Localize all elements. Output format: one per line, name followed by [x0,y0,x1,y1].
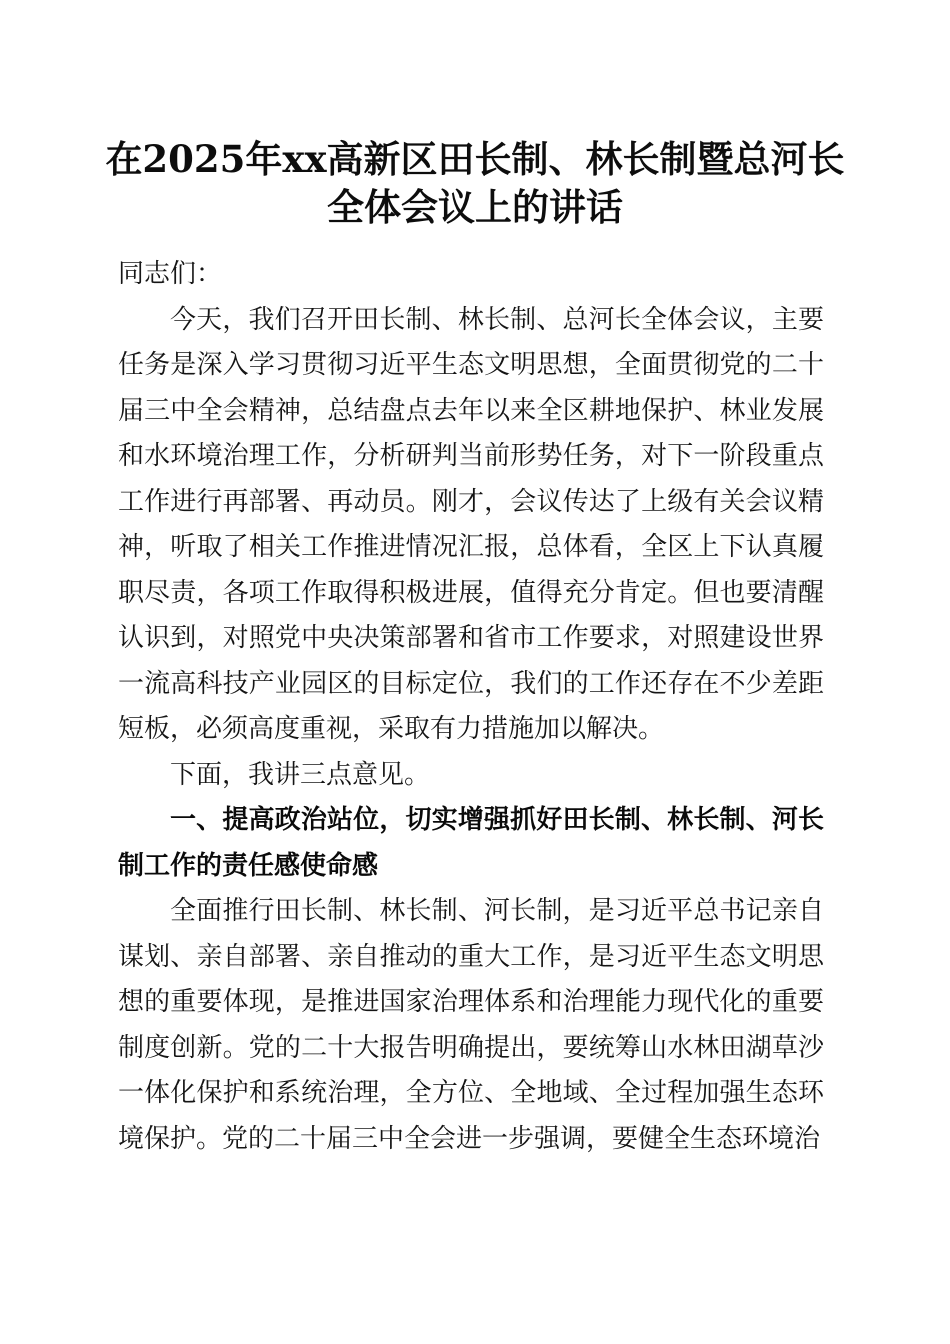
document-title-line-2: 全体会议上的讲话 [327,185,623,229]
document-title-line-1: 在2025年xx高新区田长制、林长制暨总河长 [105,137,845,181]
paragraph-transition: 下面，我讲三点意见。 [170,759,431,790]
paragraph-opening: 今天，我们召开田长制、林长制、总河长全体会议，主要任务是深入学习贯彻习近平生态文明思想，全面贯彻党的二十届三中全会精神，总结盘点去年以来全区耕地保护、林业发展和水环境治理工作，分析研判当前形势任务，对下一阶段重点工作进行再部署、再动员。刚才，会议传达了上级有关会议精神，听取了相关工作推进情况汇报，总体看，全区上下认真履职尽责，各项工作取得积极进展，值得充分肯定。但也要清醒认识到，对照党中央决策部署和省市工作要求，对照建设世界一流高科技产业园区的目标定位，我们的工作还存在不少差距短板，必须高度重视，采取有力措施加以解决。 [118,304,824,744]
section-1-paragraph: 全面推行田长制、林长制、河长制，是习近平总书记亲自谋划、亲自部署、亲自推动的重大工作，是习近平生态文明思想的重要体现，是推进国家治理体系和治理能力现代化的重要制度创新。党的二十大报告明确提出，要统筹山水林田湖草沙一体化保护和系统治理，全方位、全地域、全过程加强生态环境保护。党的二十届三中全会进一步强调，要健全生态环境治 [118,896,824,1154]
section-1-heading: 一、提高政治站位，切实增强抓好田长制、林长制、河长制工作的责任感使命感 [118,805,824,881]
salutation: 同志们： [118,259,223,289]
document-body [118,252,824,1162]
